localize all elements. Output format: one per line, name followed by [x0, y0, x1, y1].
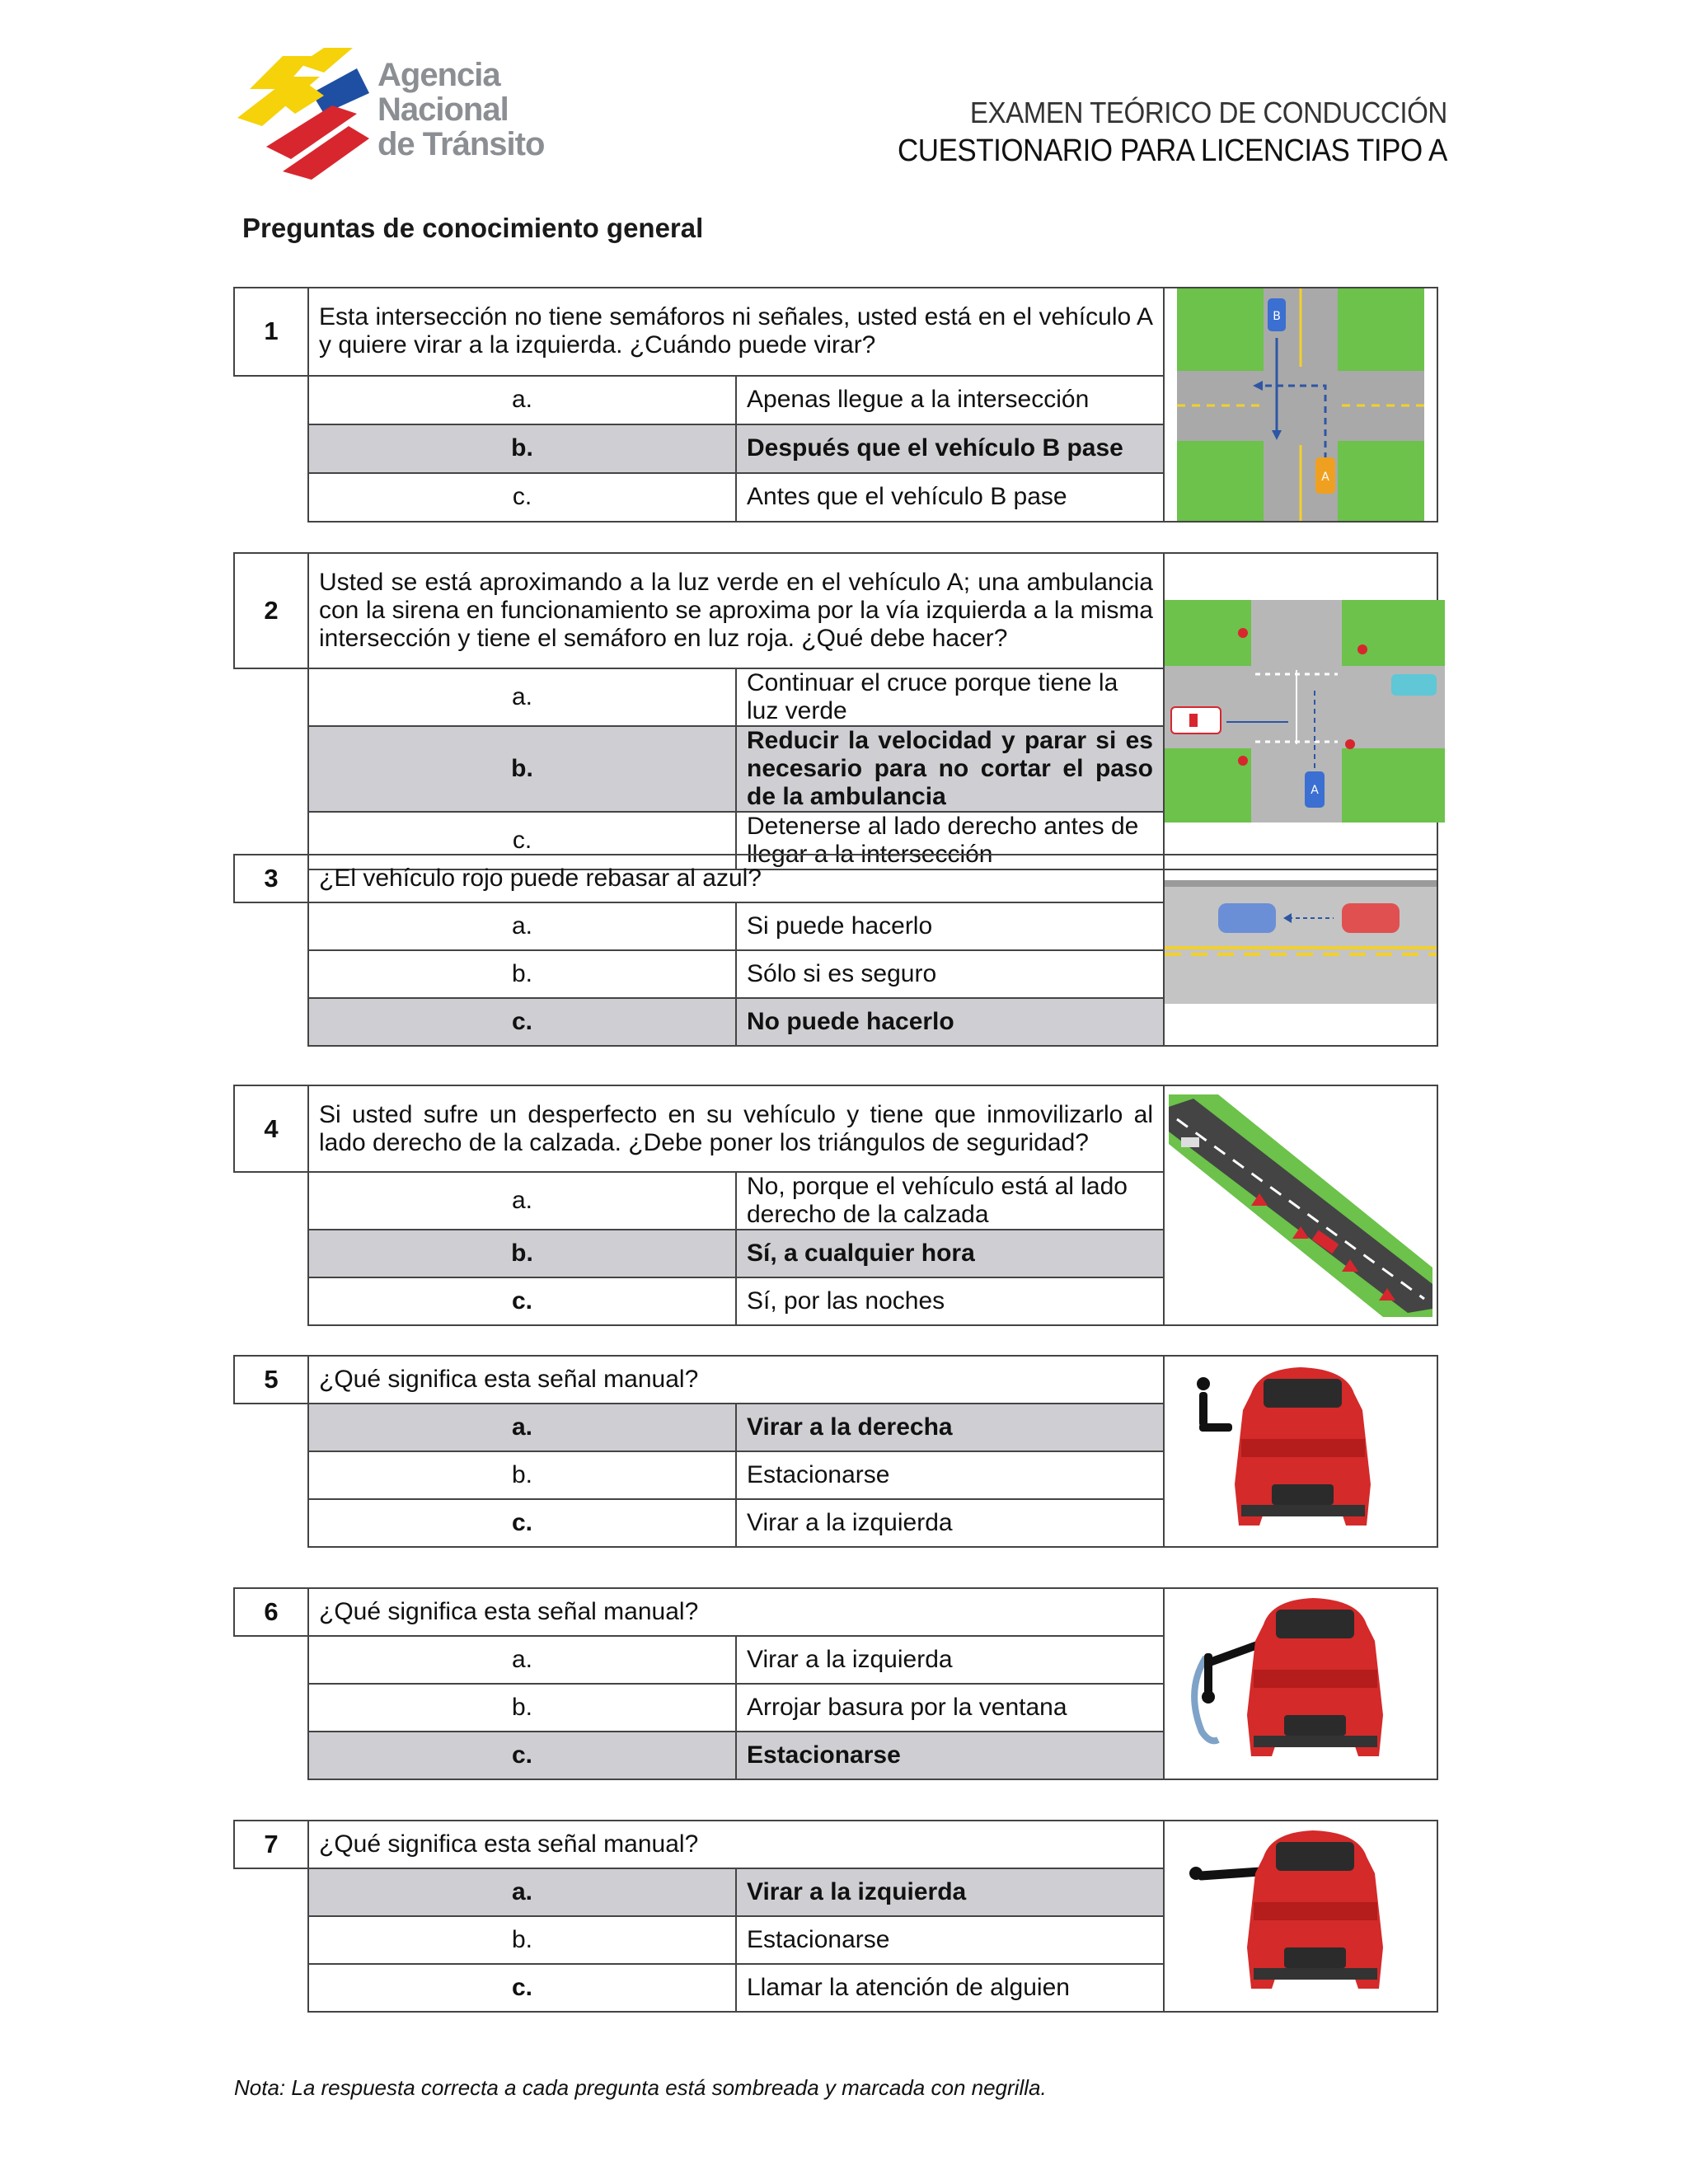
ambulance-intersection-icon — [1165, 600, 1445, 823]
question-stem: ¿El vehículo rojo puede rebasar al azul? — [308, 855, 1164, 902]
option-text: Continuar el cruce porque tiene la luz verde — [736, 668, 1164, 726]
section-title: Preguntas de conocimiento general — [242, 213, 704, 243]
blank-cell — [234, 1916, 308, 1964]
blank-cell — [234, 668, 308, 726]
question-1 — [233, 287, 1438, 523]
question-number: 6 — [234, 1588, 308, 1636]
overtaking-road-icon — [1165, 880, 1437, 1012]
option-letter: b. — [308, 424, 736, 473]
option-text: Sólo si es seguro — [736, 950, 1164, 998]
question-2 — [233, 552, 1438, 870]
question-image — [1164, 1821, 1437, 2012]
option-letter: c. — [308, 812, 736, 869]
option-letter: a. — [308, 376, 736, 424]
svg-text:B: B — [1273, 310, 1281, 323]
option-letter: a. — [308, 902, 736, 950]
question-stem: ¿Qué significa esta señal manual? — [308, 1588, 1164, 1636]
option-letter: b. — [308, 1230, 736, 1277]
option-text: Arrojar basura por la ventana — [736, 1684, 1164, 1732]
svg-text:A: A — [1321, 471, 1329, 484]
option-text: Detenerse al lado derecho antes de llegar a la intersección — [736, 812, 1164, 869]
blank-cell — [234, 473, 308, 522]
blank-cell — [234, 1684, 308, 1732]
question-number: 3 — [234, 855, 308, 902]
safety-triangles-road-icon — [1169, 1094, 1432, 1317]
logo-line-3: de Tránsito — [377, 126, 545, 162]
option-text-correct: Virar a la izquierda — [736, 1868, 1164, 1916]
option-letter: a. — [308, 1404, 736, 1451]
blank-cell — [234, 1451, 308, 1499]
agency-logo-icon — [233, 48, 373, 180]
blank-cell — [234, 1964, 308, 2012]
question-number: 2 — [234, 553, 308, 668]
question-image — [1164, 553, 1437, 869]
option-text: No, porque el vehículo está al lado derecho de la calzada — [736, 1172, 1164, 1230]
option-text: Llamar la atención de alguien — [736, 1964, 1164, 2012]
option-letter: a. — [308, 1172, 736, 1230]
question-stem: Esta intersección no tiene semáforos ni señales, usted está en el vehículo A y quiere virar a la izquierda. ¿Cuándo puede virar? — [308, 288, 1164, 376]
blank-cell — [234, 1636, 308, 1684]
blank-cell — [234, 1172, 308, 1230]
exam-title — [850, 96, 1447, 169]
blank-cell — [234, 424, 308, 473]
option-text: Antes que el vehículo B pase — [736, 473, 1164, 522]
blank-cell — [234, 1499, 308, 1547]
question-stem: Si usted sufre un desperfecto en su vehículo y tiene que inmovilizarlo al lado derecho de la calzada. ¿Debe poner los triángulos de seguridad? — [308, 1085, 1164, 1172]
option-letter: c. — [308, 1964, 736, 2012]
option-text-correct: Estacionarse — [736, 1732, 1164, 1779]
option-text: Virar a la izquierda — [736, 1499, 1164, 1547]
exam-title-line-2: CUESTIONARIO PARA LICENCIAS TIPO A — [898, 134, 1447, 168]
option-text: Estacionarse — [736, 1451, 1164, 1499]
blank-cell — [234, 902, 308, 950]
option-text-correct: Sí, a cualquier hora — [736, 1230, 1164, 1277]
option-text-correct: No puede hacerlo — [736, 998, 1164, 1046]
option-letter: b. — [308, 1451, 736, 1499]
question-image — [1164, 1085, 1437, 1325]
question-stem: ¿Qué significa esta señal manual? — [308, 1821, 1164, 1868]
question-number: 7 — [234, 1821, 308, 1868]
agency-logo-text — [377, 58, 544, 162]
question-5 — [233, 1355, 1438, 1548]
option-text: Virar a la izquierda — [736, 1636, 1164, 1684]
question-number: 4 — [234, 1085, 308, 1172]
question-image — [1164, 288, 1437, 522]
question-6 — [233, 1587, 1438, 1780]
question-stem: Usted se está aproximando a la luz verde en el vehículo A; una ambulancia con la sirena en funcionamiento se aproxima por la vía izquierda a la misma intersección y tiene el semáforo en luz roja. ¿Qué debe hacer? — [308, 553, 1164, 668]
blank-cell — [234, 1868, 308, 1916]
option-text: Sí, por las noches — [736, 1277, 1164, 1325]
option-letter: c. — [308, 473, 736, 522]
option-letter: c. — [308, 1732, 736, 1779]
option-text-correct: Después que el vehículo B pase — [736, 424, 1164, 473]
blank-cell — [234, 376, 308, 424]
svg-text:A: A — [1311, 784, 1319, 797]
question-image — [1164, 1356, 1437, 1547]
option-text-correct: Reducir la velocidad y parar si es necesario para no cortar el paso de la ambulancia — [736, 726, 1164, 812]
option-letter: c. — [308, 1499, 736, 1547]
exam-title-line-1: EXAMEN TEÓRICO DE CONDUCCIÓN — [969, 96, 1447, 129]
option-letter: a. — [308, 1636, 736, 1684]
option-letter: c. — [308, 1277, 736, 1325]
hand-signal-arm-down-icon — [1173, 1591, 1428, 1777]
blank-cell — [234, 1732, 308, 1779]
option-letter: b. — [308, 1916, 736, 1964]
question-4 — [233, 1085, 1438, 1326]
option-text: Apenas llegue a la intersección — [736, 376, 1164, 424]
option-letter: c. — [308, 998, 736, 1046]
logo-line-2: Nacional — [377, 91, 509, 128]
option-text: Si puede hacerlo — [736, 902, 1164, 950]
blank-cell — [234, 726, 308, 812]
logo-line-1: Agencia — [377, 57, 500, 93]
hand-signal-arm-straight-icon — [1173, 1824, 1428, 2009]
intersection-diagram-icon — [1177, 288, 1424, 521]
option-text-correct: Virar a la derecha — [736, 1404, 1164, 1451]
option-letter: b. — [308, 1684, 736, 1732]
question-3 — [233, 854, 1438, 1047]
agency-logo — [233, 48, 545, 180]
option-letter: a. — [308, 1868, 736, 1916]
option-letter: a. — [308, 668, 736, 726]
question-image — [1164, 855, 1437, 1046]
footnote: Nota: La respuesta correcta a cada pregunta está sombreada y marcada con negrilla. — [234, 2075, 1047, 2100]
question-image — [1164, 1588, 1437, 1779]
question-stem: ¿Qué significa esta señal manual? — [308, 1356, 1164, 1404]
blank-cell — [234, 950, 308, 998]
option-letter: b. — [308, 726, 736, 812]
question-number: 1 — [234, 288, 308, 376]
question-number: 5 — [234, 1356, 308, 1404]
option-letter: b. — [308, 950, 736, 998]
blank-cell — [234, 998, 308, 1046]
blank-cell — [234, 1230, 308, 1277]
blank-cell — [234, 1404, 308, 1451]
option-text: Estacionarse — [736, 1916, 1164, 1964]
blank-cell — [234, 1277, 308, 1325]
question-7 — [233, 1820, 1438, 2013]
hand-signal-arm-up-icon — [1185, 1361, 1416, 1542]
